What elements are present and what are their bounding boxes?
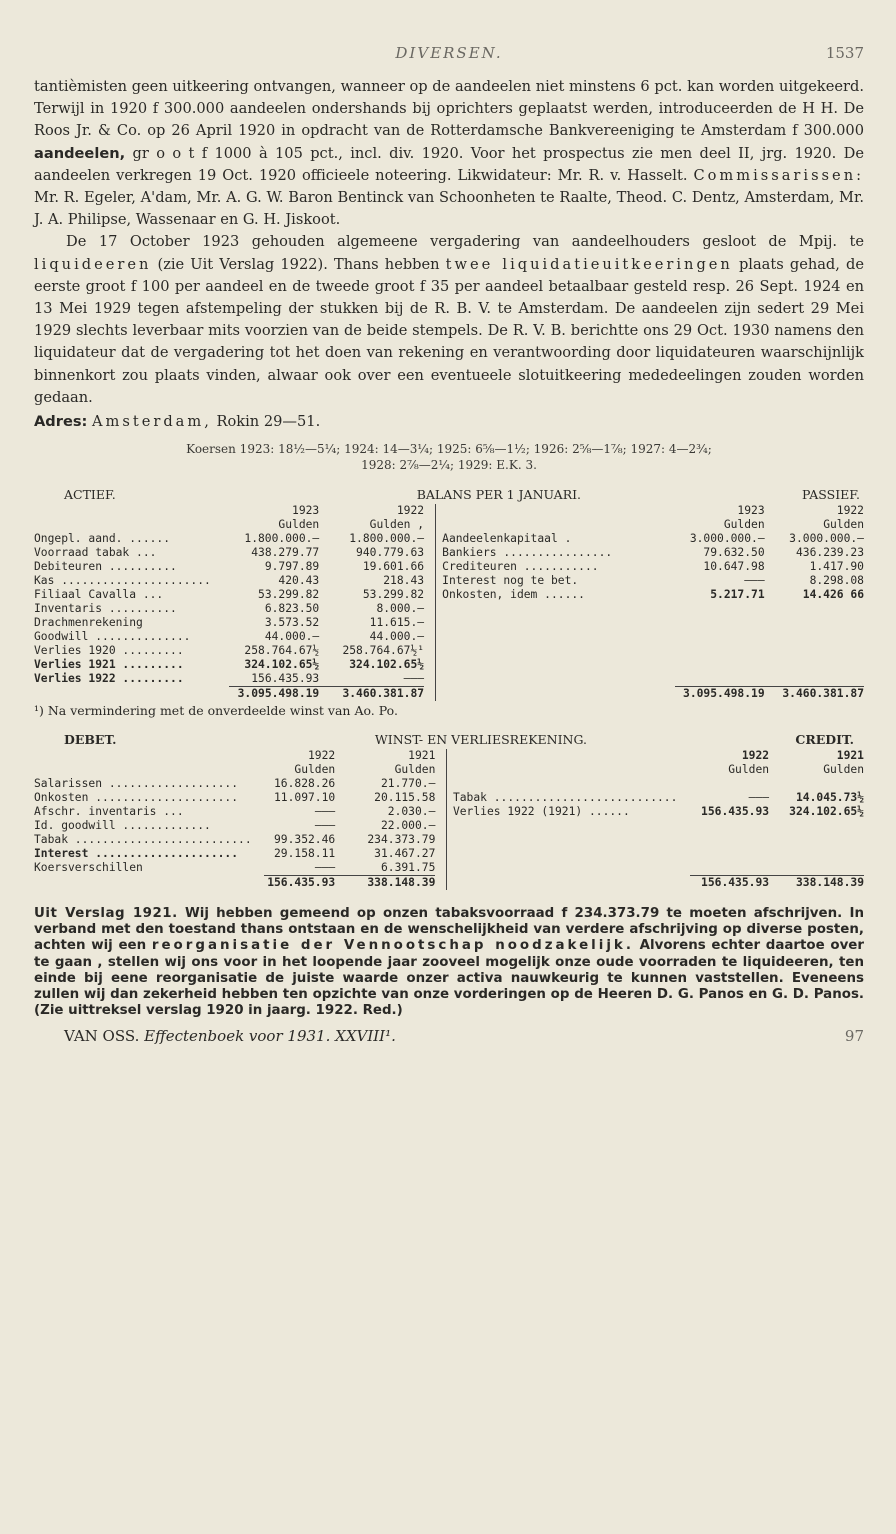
row-label: Koersverschillen [34,861,143,875]
footer-page-number: 97 [844,1027,864,1046]
footer-source [64,1027,396,1045]
text-run: gr o o t f 1000 à 105 pct., incl. div. 1920. Voor het prospectus zie men deel II, jrg. 1920. De aandeelen verkregen 19 Oct. 1920 officieele noteering. Likwidateur: Mr. R. v. Hasselt. [34,144,864,184]
row-label: Afschr. inventaris ... [34,805,184,819]
value-cell: ——— [748,791,770,805]
row-label: Verlies 1921 ......... [34,658,184,672]
value-cell: 99.352.46 [274,833,336,847]
footer-publisher: VAN OSS. [64,1027,140,1046]
value-cell: 3.000.000.— [789,532,864,546]
unit-cell: Gulden , [369,518,425,532]
value-cell: 21.770.— [380,777,436,791]
value-cell: 53.299.82 [362,588,425,602]
balans-table [34,504,864,701]
value-cell: 324.102.65½ [349,658,425,672]
total-cell: 338.148.39 [335,876,435,891]
value-cell: 436.239.23 [795,546,864,560]
value-cell: 940.779.63 [356,546,425,560]
table-row [34,532,864,546]
year-cell: 1921 [408,749,436,763]
footer-book-title: Effectenboek voor 1931. [144,1027,331,1046]
table-row [34,630,864,644]
value-cell: 9.797.89 [264,560,320,574]
value-cell: ——— [403,672,425,686]
body-text [34,76,864,409]
page-number: 1537 [825,44,864,62]
verslag-text-1: Wij hebben gemeend op onzen tabaksvoorraad f 234.373.79 te moeten afschrijven. In verband met den toestand thans ontstaan en de wenschelijkheid van verdere afschrijving op diverse posten, achten wij een [34,906,864,954]
value-cell: 3.000.000.— [689,532,765,546]
value-cell: 20.115.58 [374,791,436,805]
value-cell: 324.102.65½ [789,805,864,819]
spaced-commissarissen: Commissarissen: [693,166,865,184]
table-row [34,847,864,861]
row-label: Drachmenrekening [34,616,143,630]
year-cell: 1923 [292,504,320,518]
value-cell: 19.601.66 [362,560,425,574]
text-run: (zie Uit Verslag 1922). Thans hebben [157,255,440,273]
value-cell: 22.000.— [380,819,436,833]
table-row [34,791,864,805]
winst-year-row [34,749,864,763]
year-cell: 1922 [741,749,770,763]
value-cell: 2.030.— [387,805,436,819]
row-label: Tabak ........................... [452,791,678,805]
spaced-liquideeren: liquideeren [34,255,152,273]
bold-aandeelen: aandeelen, [34,144,126,162]
page-footer [34,1027,864,1049]
value-cell: 10.647.98 [703,560,765,574]
credit-label: CREDIT. [795,732,854,748]
total-cell: 156.435.93 [690,876,769,891]
value-cell: 1.417.90 [809,560,864,574]
row-label: Salarissen ................... [34,777,239,791]
text-run: tantièmisten geen uitkeering ontvangen, wanneer op de aandeelen niet minstens 6 pct. kan worden uitgekeerd. Terwijl in 1920 f 300.000 aandeelen ondershands bij oprichters geplaatst werden, introduceerden de H H. De Roos Jr. & Co. op 26 April 1920 in opdracht van de Rotterdamsche Bankvereeniging te Amsterdam f 300.000 [34,78,864,140]
balans-year-row [34,504,864,518]
total-cell: 3.095.498.19 [675,687,765,702]
passief-label: PASSIEF. [802,487,860,503]
verslag-text-2: Alvorens echter daartoe over te gaan , stellen wij ons voor in het loopende jaar zooveel mogelijk onze oude voorraden te liquideeren, ten einde bij eene reorganisatie de juiste waarde onzer activa nauwkeurig te kunnen vaststellen. Eveneens zullen wij dan zekerheid hebben ten opzichte van onze vorderingen op de Heeren D. G. Panos en G. D. Panos. (Zie uittreksel verslag 1920 in jaarg. 1922. Red.) [34,938,864,1019]
row-label: Id. goodwill ............. [34,819,211,833]
value-cell: 16.828.26 [274,777,336,791]
paragraph-2 [34,231,864,409]
row-label: Verlies 1922 ......... [34,672,184,686]
balans-totals-row [34,687,864,702]
footer-volume: XXVIII¹. [335,1027,396,1046]
value-cell: 6.391.75 [380,861,436,875]
row-label: Onkosten, idem ...... [442,588,585,602]
total-cell: 156.435.93 [264,876,336,891]
value-cell: 1.800.000.— [349,532,425,546]
actief-label: ACTIEF. [64,487,116,503]
table-row [34,602,864,616]
table-row [34,777,864,791]
table-row [34,658,864,672]
value-cell: 44.000.— [369,630,425,644]
balans-heading [34,487,864,502]
value-cell: 156.435.93 [701,805,770,819]
value-cell: 14.426 66 [802,588,864,602]
row-label: Verlies 1922 (1921) ...... [452,805,630,819]
value-cell: 31.467.27 [374,847,436,861]
verslag-paragraph [34,906,864,1019]
table-row [34,819,864,833]
value-cell: 79.632.50 [703,546,765,560]
value-cell: 234.373.79 [367,833,436,847]
koersen-line-2: 1928: 2⅞—2¼; 1929: E.K. 3. [361,458,537,473]
table-row [34,574,864,588]
table-row [34,546,864,560]
row-label: Goodwill .............. [34,630,191,644]
value-cell: 420.43 [278,574,320,588]
unit-cell: Gulden [278,518,320,532]
total-cell: 3.460.381.87 [319,687,424,702]
verslag-heading: Uit Verslag 1921. [34,906,178,922]
row-label: Interest ..................... [34,847,239,861]
table-row [34,861,864,876]
value-cell: 218.43 [383,574,425,588]
winst-unit-row [34,763,864,777]
unit-cell: Gulden [294,763,336,777]
table-row [34,805,864,819]
row-label: Filiaal Cavalla ... [34,588,164,602]
value-cell: 3.573.52 [264,616,320,630]
running-header [34,44,864,70]
value-cell: ——— [314,861,336,875]
row-label: Ongepl. aand. ...... [34,532,171,546]
paragraph-1 [34,76,864,231]
total-cell: 338.148.39 [769,876,864,891]
table-row [34,616,864,630]
value-cell: 44.000.— [264,630,320,644]
value-cell: ——— [314,819,336,833]
row-label: Crediteuren ........... [442,560,599,574]
value-cell: 258.764.67½ [244,644,320,658]
value-cell: 8.298.08 [809,574,864,588]
winst-totals-row [34,876,864,891]
year-cell: 1923 [737,504,765,518]
text-run: Mr. R. Egeler, A'dam, Mr. A. G. W. Baron Bentinck van Schoonheten te Raalte, Theod. C. Dentz, Amsterdam, Mr. J. A. Philipse, Wassenaar en G. H. Jiskoot. [34,189,864,229]
value-cell: 29.158.11 [274,847,336,861]
table-row [34,588,864,602]
debet-label: DEBET. [64,732,117,748]
winst-table [34,749,864,890]
value-cell: 438.279.77 [251,546,320,560]
balans-footnote: ¹) Na vermindering met de onverdeelde winst van Ao. Po. [34,703,398,719]
table-row [34,833,864,847]
value-cell: 5.217.71 [710,588,765,602]
row-label: Interest nog te bet. [442,574,579,588]
spaced-uitkeeringen: twee liquidatieuitkeeringen [445,255,733,273]
table-row [34,560,864,574]
year-cell: 1922 [836,504,864,518]
row-label: Kas ...................... [34,574,211,588]
total-cell: 3.460.381.87 [765,687,864,702]
row-label: Verlies 1920 ......... [34,644,184,658]
running-title: DIVERSEN. [395,44,503,62]
text-run: De 17 October 1923 gehouden algemeene vergadering van aandeelhouders gesloot de Mpij. te [66,233,864,251]
verslag-spaced: reorganisatie der Vennootschap noodzakelijk. [151,938,634,954]
address-line [34,411,864,433]
unit-cell: Gulden [823,763,864,777]
winst-title: WINST- EN VERLIESREKENING. [374,732,587,748]
table-row [34,672,864,687]
address-street: Rokin 29—51. [216,413,321,431]
balans-unit-row [34,518,864,532]
unit-cell: Gulden [394,763,436,777]
value-cell: 14.045.73½ [795,791,864,805]
row-label: Tabak .......................... [34,833,252,847]
value-cell: 11.097.10 [274,791,336,805]
value-cell: 11.615.— [369,616,425,630]
address-label: Adres: [34,413,88,431]
year-cell: 1922 [396,504,425,518]
page [34,44,864,1049]
row-label: Debiteuren .......... [34,560,177,574]
koersen-block [34,441,864,473]
row-label: Aandeelenkapitaal . [442,532,572,546]
balans-title: BALANS PER 1 JANUARI. [416,487,582,503]
table-row [34,644,864,658]
row-label: Bankiers ................ [442,546,613,560]
text-run: plaats gehad, de eerste groot f 100 per aandeel en de tweede groot f 35 per aandeel betaalbaar gesteld resp. 26 Sept. 1924 en 13 Mei 1929 tegen afstempeling der stukken bij de R. B. V. te Amsterdam. De aandeelen zijn sedert 29 Mei 1929 slechts leverbaar mits voorzien van de beide stempels. De R. V. B. berichtte ons 29 Oct. 1930 namens den liquidateur dat de vergadering tot het doen van rekening en verantwoording door liquidateuren waarschijnlijk binnenkort zou plaats vinden, alwaar ook over een eventueele slotuitkeering mededeelingen zouden worden gedaan. [34,255,864,406]
value-cell: 156.435.93 [251,672,320,686]
year-cell: 1922 [308,749,336,763]
value-cell: 8.000.— [376,602,425,616]
row-label: Inventaris .......... [34,602,177,616]
row-label: Voorraad tabak ... [34,546,157,560]
winst-heading [34,732,864,747]
address-city: Amsterdam, [92,413,212,431]
unit-cell: Gulden [723,518,765,532]
unit-cell: Gulden [823,518,864,532]
value-cell: ——— [744,574,765,588]
value-cell: 258.764.67½¹ [342,644,425,658]
value-cell: 53.299.82 [258,588,320,602]
koersen-line-1: Koersen 1923: 18½—5¼; 1924: 14—3¼; 1925: 6⅝—1½; 1926: 2⅝—1⅞; 1927: 4—2¾; [186,442,712,457]
value-cell: 1.800.000.— [244,532,320,546]
value-cell: ——— [314,805,336,819]
unit-cell: Gulden [728,763,770,777]
value-cell: 324.102.65½ [244,658,320,672]
total-cell: 3.095.498.19 [229,687,319,702]
value-cell: 6.823.50 [264,602,320,616]
row-label: Onkosten ..................... [34,791,239,805]
year-cell: 1921 [836,749,864,763]
